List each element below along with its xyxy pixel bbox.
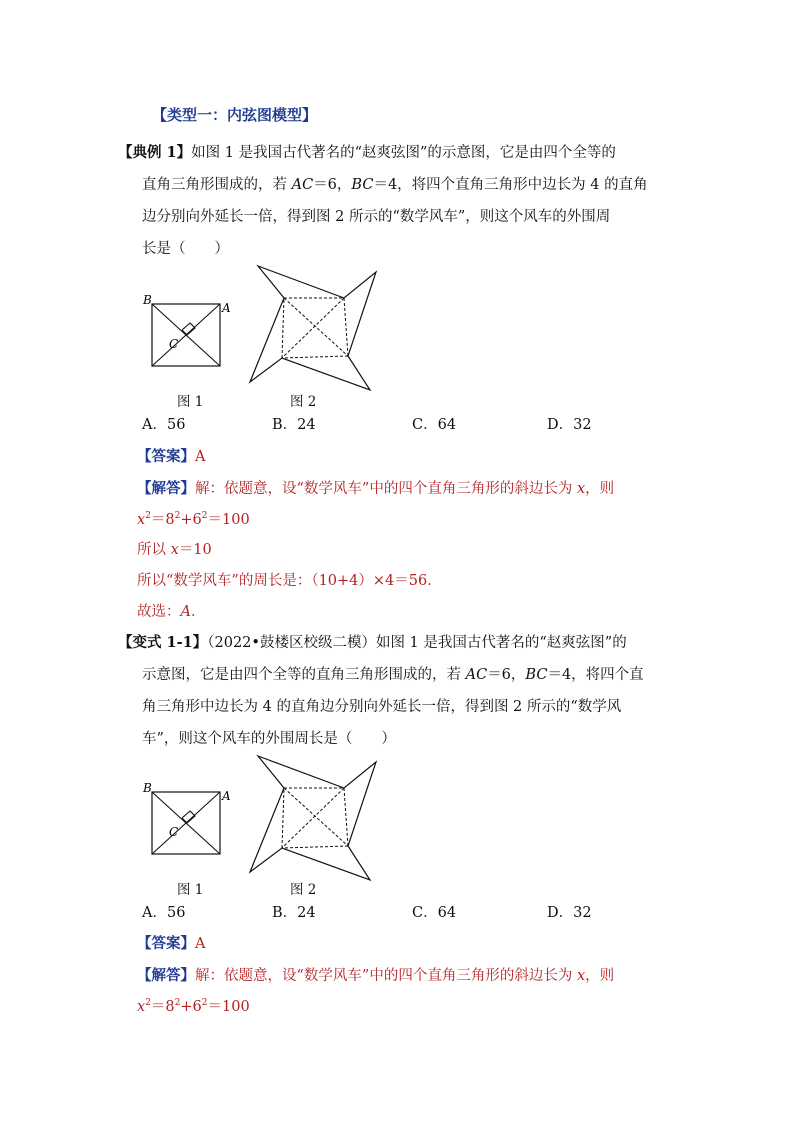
answer-value: A bbox=[195, 449, 206, 465]
figure1-caption: 图 1 bbox=[177, 394, 204, 410]
text-seg: ＝6， bbox=[313, 177, 352, 193]
exponent: 2 bbox=[174, 998, 181, 1008]
figure2-caption: 图 2 bbox=[290, 394, 317, 410]
solution-so1 bbox=[137, 543, 212, 558]
example1-line1 bbox=[118, 146, 616, 161]
example1-line3: 边分别向外延长一倍，得到图 2 所示的“数学风车”，则这个风车的外围周 bbox=[142, 209, 611, 225]
var-BC: BC bbox=[351, 177, 374, 193]
figure1-zhao-shuang-diagram bbox=[138, 290, 238, 380]
variant-answer-tag: 【答案】 bbox=[137, 935, 195, 952]
label-C: C bbox=[169, 825, 179, 839]
variant1-line1 bbox=[118, 636, 627, 651]
var-x: x bbox=[137, 512, 146, 528]
section-title: 【类型一：内弦图模型】 bbox=[152, 106, 318, 124]
variant-solution-tag: 【解答】 bbox=[137, 967, 195, 984]
text-seg: 故选： bbox=[137, 604, 181, 620]
text-seg: 解：依题意，设“数学风车”中的四个直角三角形的斜边长为 bbox=[195, 968, 577, 984]
text-seg: ． bbox=[190, 604, 206, 620]
text-seg: ＝6， bbox=[487, 667, 526, 683]
variant-solution-line1 bbox=[137, 969, 614, 984]
figure2-math-windmill bbox=[244, 260, 384, 395]
text-seg: +6 bbox=[180, 512, 202, 528]
variant-option-a: A．56 bbox=[142, 905, 186, 921]
variant-option-c: C．64 bbox=[412, 905, 457, 921]
text-seg: +6 bbox=[180, 999, 202, 1015]
text-seg: 所以 bbox=[137, 542, 171, 558]
text-seg: ，则 bbox=[585, 968, 615, 984]
label-A: A bbox=[222, 301, 231, 315]
text-seg: ＝10 bbox=[178, 542, 212, 558]
example1-line2 bbox=[142, 178, 648, 193]
var-AC: AC bbox=[465, 667, 488, 683]
var-BC: BC bbox=[525, 667, 548, 683]
answer-line bbox=[137, 450, 205, 465]
variant-figure2-math-windmill bbox=[244, 750, 384, 885]
text-seg: ＝100 bbox=[207, 512, 250, 528]
text-seg: 解：依题意，设“数学风车”中的四个直角三角形的斜边长为 bbox=[195, 481, 577, 497]
var-AC: AC bbox=[291, 177, 314, 193]
variant1-line3: 角三角形中边长为 4 的直角边分别向外延长一倍，得到图 2 所示的“数学风 bbox=[142, 699, 622, 715]
option-a: A．56 bbox=[142, 417, 186, 433]
var-x: x bbox=[576, 968, 586, 984]
variant-solution-equation bbox=[137, 1000, 250, 1015]
solution-so2: 所以“数学风车”的周长是：（10+4）×4＝56． bbox=[137, 573, 442, 589]
option-d: D．32 bbox=[547, 417, 592, 433]
label-C: C bbox=[169, 337, 179, 351]
var-x: x bbox=[576, 481, 586, 497]
exponent: 2 bbox=[145, 998, 151, 1008]
text-seg: 示意图，它是由四个全等的直角三角形围成的，若 bbox=[142, 667, 466, 683]
variant-option-b: B．24 bbox=[272, 905, 316, 921]
variant-option-d: D．32 bbox=[547, 905, 592, 921]
variant-figure1-caption: 图 1 bbox=[177, 882, 204, 898]
variant-answer-value: A bbox=[195, 936, 206, 952]
label-A: A bbox=[222, 789, 231, 803]
variant-figure2-caption: 图 2 bbox=[290, 882, 317, 898]
text-seg: ＝100 bbox=[207, 999, 250, 1015]
option-b: B．24 bbox=[272, 417, 316, 433]
solution-choose bbox=[137, 605, 205, 620]
variant1-line4: 车”，则这个风车的外围周长是（ ） bbox=[142, 731, 396, 747]
text-seg: ＝8 bbox=[150, 999, 175, 1015]
label-B: B bbox=[143, 781, 152, 795]
text-seg: （2022•鼓楼区校级二模）如图 1 是我国古代著名的“赵爽弦图”的 bbox=[207, 635, 627, 651]
choose-value: A bbox=[180, 604, 191, 620]
variant1-tag: 【变式 1-1】 bbox=[118, 634, 208, 651]
exponent: 2 bbox=[174, 511, 181, 521]
text-seg: ＝8 bbox=[150, 512, 175, 528]
solution-line1 bbox=[137, 482, 614, 497]
solution-tag: 【解答】 bbox=[137, 480, 195, 497]
example1-text: 如图 1 是我国古代著名的“赵爽弦图”的示意图，它是由四个全等的 bbox=[191, 145, 616, 161]
var-x: x bbox=[170, 542, 179, 558]
answer-tag: 【答案】 bbox=[137, 448, 195, 465]
option-c: C．64 bbox=[412, 417, 457, 433]
text-seg: ＝4，将四个直角三角形中边长为 4 的直角 bbox=[373, 177, 648, 193]
text-seg: ＝4，将四个直 bbox=[547, 667, 644, 683]
variant-figure1-zhao-shuang-diagram bbox=[138, 778, 238, 868]
text-seg: ，则 bbox=[585, 481, 615, 497]
example1-line4: 长是（ ） bbox=[142, 241, 229, 257]
example1-tag: 【典例 1】 bbox=[118, 144, 192, 161]
variant1-line2 bbox=[142, 668, 644, 683]
var-x: x bbox=[137, 999, 146, 1015]
label-B: B bbox=[143, 293, 152, 307]
exponent: 2 bbox=[201, 511, 208, 521]
variant-answer-line bbox=[137, 937, 205, 952]
solution-equation bbox=[137, 513, 250, 528]
exponent: 2 bbox=[201, 998, 208, 1008]
exponent: 2 bbox=[145, 511, 151, 521]
text-seg: 直角三角形围成的，若 bbox=[142, 177, 292, 193]
